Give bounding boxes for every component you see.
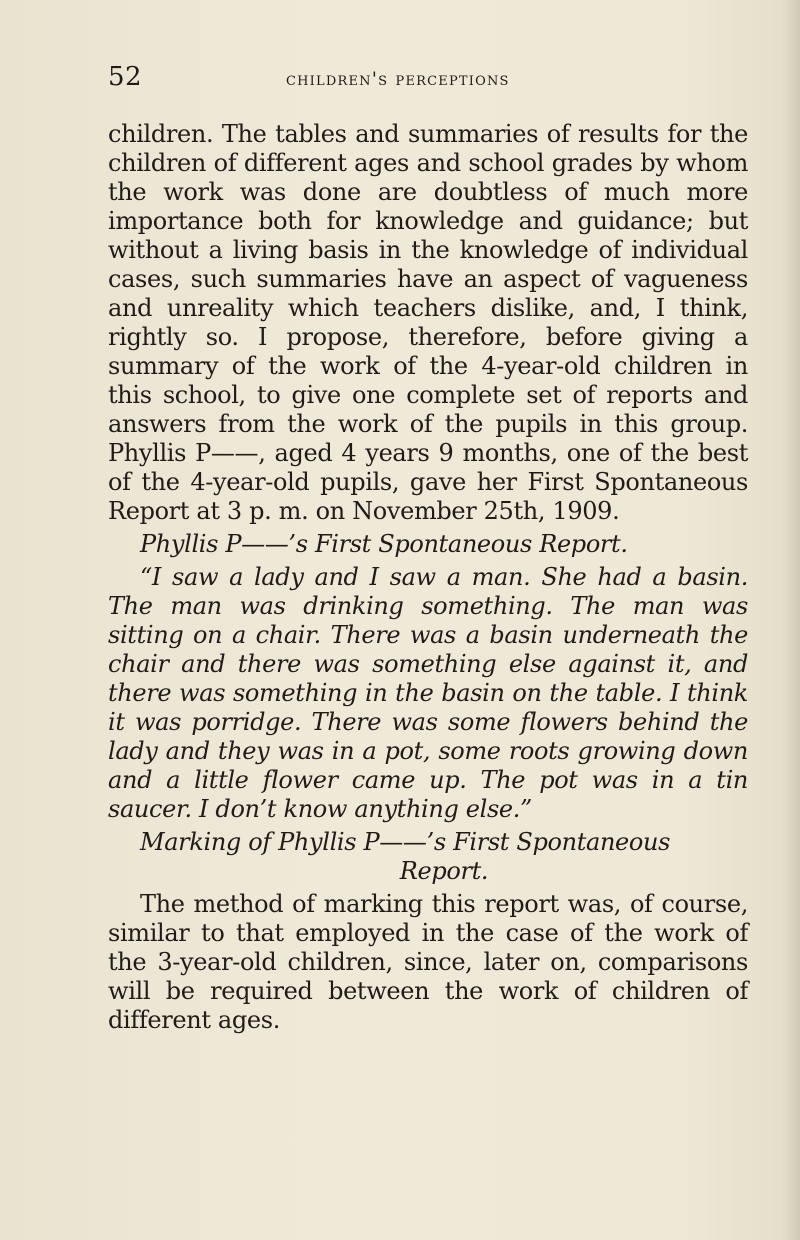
- paragraph-method: The method of marking this report was, of course, similar to that employed in the case of the work of the 3-year-old children, since, later on, comparisons will be required between the work of children of different ages.: [108, 890, 748, 1034]
- running-head: children's perceptions: [286, 68, 510, 90]
- body-text: [108, 120, 748, 1035]
- page-header: [108, 62, 748, 102]
- paragraph-intro: children. The tables and summaries of results for the children of different ages and school grades by whom the work was done are doubtless of much more importance both for knowledge and guidance; but without a living basis in the knowledge of individual cases, such summaries have an aspect of vagueness and unreality which teachers dislike, and, I think, rightly so. I propose, therefore, before giving a summary of the work of the 4-year-old children in this school, to give one complete set of reports and answers from the work of the pupils in this group. Phyllis P——, aged 4 years 9 months, one of the best of the 4-year-old pupils, gave her First Spontaneous Report at 3 p. m. on November 25th, 1909.: [108, 120, 748, 525]
- report-quote: “I saw a lady and I saw a man. She had a basin. The man was drinking something. The man was sitting on a chair. There was a basin underneath the chair and there was something else against it, and there was something in the basin on the table. I think it was porridge. There was some flowers behind the lady and they was in a pot, some roots growing down and a little flower came up. The pot was in a tin saucer. I don’t know anything else.”: [108, 563, 748, 823]
- marking-heading-line1: Marking of Phyllis P——’s First Spontaneous: [140, 828, 671, 856]
- report-heading: Phyllis P——’s First Spontaneous Report.: [140, 530, 628, 558]
- marking-heading-line2: Report.: [399, 857, 489, 885]
- page-number: 52: [108, 62, 143, 92]
- marking-heading: [108, 828, 748, 886]
- page-edge-shadow: [782, 0, 800, 1240]
